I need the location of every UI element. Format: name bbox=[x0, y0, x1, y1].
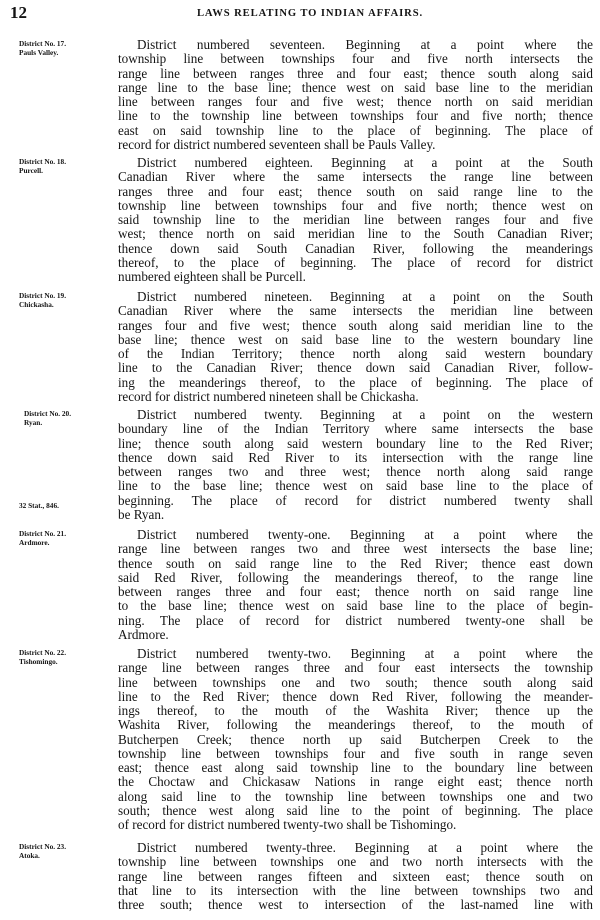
text-line: be Ryan. bbox=[118, 507, 165, 522]
text-line: east on said township line to the place of beginning. The place of bbox=[118, 123, 593, 138]
text-line: thence down said Red River to its intersection with the range line bbox=[118, 450, 593, 465]
margin-note-title: District No. 22. bbox=[19, 648, 67, 657]
text-line: township line between townships one and two north intersects with the bbox=[118, 855, 593, 870]
paragraph-district-18 bbox=[118, 156, 593, 284]
paragraph-district-19 bbox=[118, 290, 593, 404]
margin-note-district-18 bbox=[19, 158, 66, 175]
text-line: ranges three and four east; thence south on said range line to the bbox=[118, 184, 593, 199]
text-line: ing the meanderings thereof, to the place of beginning. The place of bbox=[118, 375, 593, 390]
text-line: of record for district numbered twenty-two shall be Tishomingo. bbox=[118, 818, 457, 832]
text-line: District numbered twenty. Beginning at a point on the western bbox=[137, 408, 593, 422]
text-line: east; thence east along said township line to the boundary line between bbox=[118, 761, 593, 775]
text-line: township line between townships four and five north intersects the bbox=[118, 52, 593, 67]
paragraph-district-21 bbox=[118, 528, 593, 642]
margin-note-place: Purcell. bbox=[19, 165, 43, 175]
margin-notes bbox=[0, 0, 115, 920]
paragraph-district-23 bbox=[118, 841, 593, 912]
text-line: range line to the base line; thence west on said base line to the meridian bbox=[118, 80, 593, 95]
margin-note-place: Tishomingo. bbox=[19, 656, 58, 666]
text-line: line between ranges four and five west; thence north on said meridian bbox=[118, 95, 593, 109]
text-line: thereof, to the place of beginning. The place of record for district bbox=[118, 255, 593, 270]
margin-note-statute-citation bbox=[19, 502, 59, 511]
paragraph-district-22 bbox=[118, 647, 593, 832]
margin-note-title: 32 Stat., 846. bbox=[19, 501, 59, 510]
text-line: ning. The place of record for district numbered twenty-one shall be bbox=[118, 613, 593, 628]
text-line: range line between ranges fifteen and sixteen east; thence south on bbox=[118, 869, 593, 884]
margin-note-district-22 bbox=[19, 649, 66, 666]
text-line: said Red River, following the meanderings thereof, to the range line bbox=[118, 570, 593, 585]
margin-note-place: Chickasha. bbox=[19, 299, 54, 309]
margin-note-title: District No. 18. bbox=[19, 157, 67, 166]
text-line: township line between townships four and five south in range seven bbox=[118, 746, 593, 761]
text-line: south; thence west along said line to the point of beginning. The place bbox=[118, 803, 593, 818]
margin-note-place: Atoka. bbox=[19, 850, 40, 860]
text-line: base line; thence west on said base line to the western boundary line bbox=[118, 332, 593, 347]
text-line: numbered eighteen shall be Purcell. bbox=[118, 270, 306, 284]
text-line: thence down said South Canadian River, following the meanderings bbox=[118, 241, 593, 256]
text-line: line to the base line; thence west on said base line to the place of bbox=[118, 479, 593, 494]
margin-note-district-17 bbox=[19, 40, 66, 57]
text-line: said township line to the meridian line between ranges four and five bbox=[118, 213, 593, 227]
text-line: along said line to the township line between townships one and two bbox=[118, 789, 593, 804]
paragraph-district-20 bbox=[118, 408, 593, 522]
text-line: record for district numbered seventeen shall be Pauls Valley. bbox=[118, 137, 436, 152]
text-line: District numbered twenty-three. Beginning at a point where the bbox=[137, 841, 593, 855]
text-line: west; thence north on said meridian line to the South Canadian River; bbox=[118, 227, 593, 242]
margin-note-title: District No. 17. bbox=[19, 39, 67, 48]
text-line: beginning. The place of record for district numbered twenty shall bbox=[118, 493, 593, 508]
margin-note-district-23 bbox=[19, 843, 66, 860]
text-line: range line between ranges two and three west intersects the base line; bbox=[118, 542, 593, 557]
margin-note-title: District No. 21. bbox=[19, 529, 67, 538]
text-line: record for district numbered nineteen shall be Chickasha. bbox=[118, 389, 419, 404]
text-line: boundary line of the Indian Territory where same intersects the base bbox=[118, 422, 593, 437]
text-line: Canadian River where the same intersects the meridian line between bbox=[118, 304, 593, 319]
text-line: District numbered seventeen. Beginning at a point where the bbox=[137, 38, 593, 52]
text-line: ings thereof, to the mouth of the Washita River; thence up the bbox=[118, 704, 593, 718]
page-number: 12 bbox=[10, 3, 27, 22]
margin-note-title: District No. 23. bbox=[19, 842, 67, 851]
text-line: range line between ranges three and four east intersects the township bbox=[118, 661, 593, 676]
margin-note-district-19 bbox=[19, 292, 66, 309]
margin-note-district-20 bbox=[24, 410, 71, 427]
text-line: township line between townships four and five north; thence west on bbox=[118, 198, 593, 213]
running-header: LAWS RELATING TO INDIAN AFFAIRS. bbox=[196, 8, 424, 19]
text-line: District numbered eighteen. Beginning at a point at the South bbox=[137, 156, 593, 170]
text-line: District numbered twenty-two. Beginning at a point where the bbox=[137, 647, 593, 661]
text-line: Butcherpen Creek; thence north up said Butcherpen Creek to the bbox=[118, 732, 593, 747]
text-line: Ardmore. bbox=[118, 627, 169, 642]
text-line: Canadian River where the same intersects the range line between bbox=[118, 170, 593, 185]
text-line: between ranges three and four east; thence north on said range line bbox=[118, 585, 593, 599]
text-line: Washita River, following the meanderings thereof, to the mouth of bbox=[118, 718, 593, 733]
text-line: line to the Red River; thence down Red River, following the meander- bbox=[118, 689, 593, 704]
margin-note-place: Pauls Valley. bbox=[19, 47, 59, 57]
text-line: the Choctaw and Chickasaw Nations in range eight east; thence north bbox=[118, 775, 593, 790]
text-line: line to the township line between townships four and five north; thence bbox=[118, 109, 593, 124]
margin-note-title: District No. 19. bbox=[19, 291, 67, 300]
margin-note-title: District No. 20. bbox=[24, 409, 72, 418]
text-line: District numbered twenty-one. Beginning at a point where the bbox=[137, 528, 593, 542]
text-line: of the Indian Territory; thence north along said western boundary bbox=[118, 347, 593, 361]
text-line: thence south on said range line to the Red River; thence east down bbox=[118, 556, 593, 571]
margin-note-district-21 bbox=[19, 530, 66, 547]
text-line: ranges four and five west; thence south along said meridian line to the bbox=[118, 318, 593, 333]
text-line: to the base line; thence west on said base line to the place of begin- bbox=[118, 599, 593, 614]
text-line: range line between ranges three and four east; thence south along said bbox=[118, 66, 593, 81]
text-line: line between townships one and two south; thence south along said bbox=[118, 675, 593, 690]
text-line: line; thence south along said western boundary line to the Red River; bbox=[118, 436, 593, 451]
margin-note-place: Ryan. bbox=[24, 417, 43, 427]
text-line: line to the Canadian River; thence down said Canadian River, follow- bbox=[118, 361, 593, 376]
text-line: between ranges two and three west; thence north along said range bbox=[118, 465, 593, 479]
text-line: District numbered nineteen. Beginning at a point on the South bbox=[137, 290, 593, 304]
paragraph-district-17 bbox=[118, 38, 593, 152]
text-line: that line to its intersection with the line between townships two and bbox=[118, 883, 593, 898]
margin-note-place: Ardmore. bbox=[19, 537, 50, 547]
text-line: three south; thence west to intersection of the last-named line with bbox=[118, 898, 593, 912]
